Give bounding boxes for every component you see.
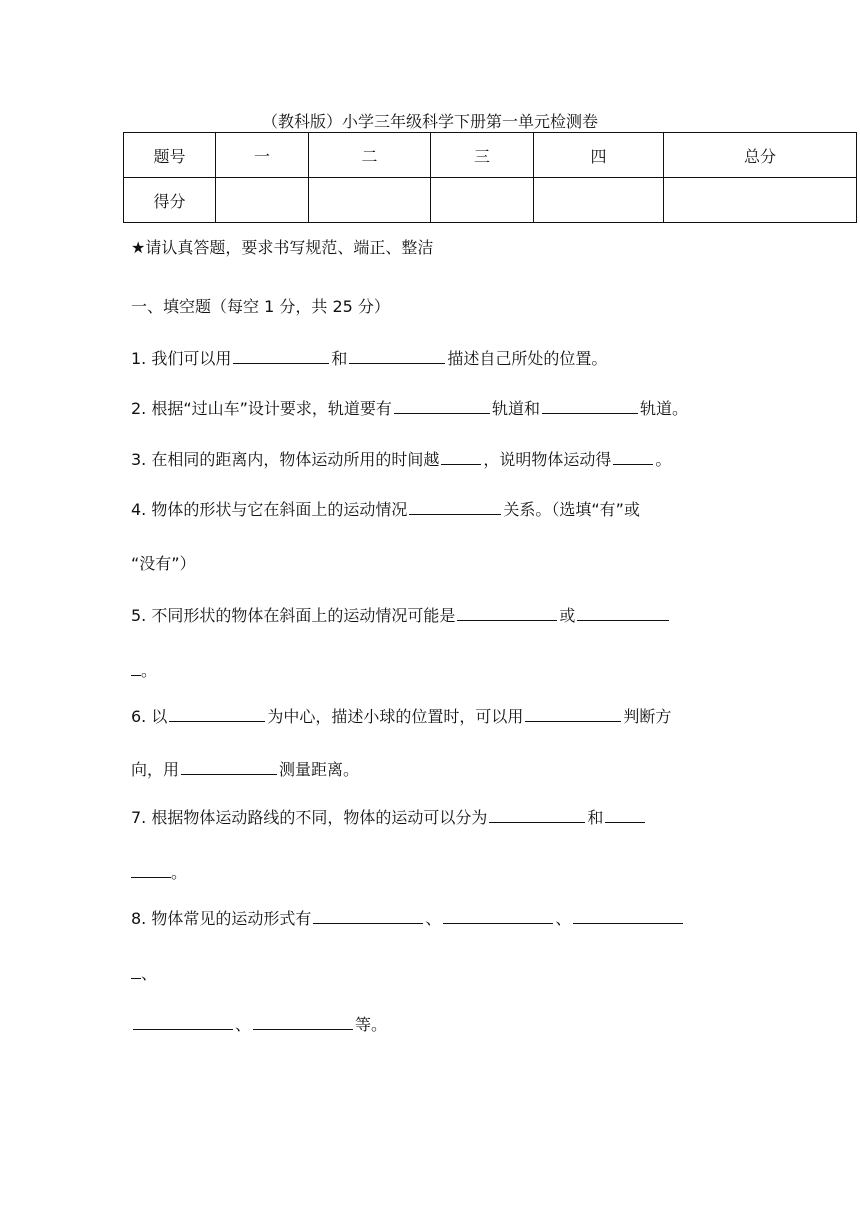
q7-text: 。 <box>171 863 188 882</box>
q2-text: 轨道。 <box>639 399 688 418</box>
q8-text: 8. 物体常见的运动形式有 <box>131 909 312 928</box>
notice: ★请认真答题，要求书写规范、端正、整洁 <box>131 238 434 257</box>
answer-blank[interactable] <box>613 448 653 465</box>
q8-separator: 、 <box>555 909 572 928</box>
q6-text: 判断方 <box>623 707 672 726</box>
answer-blank[interactable] <box>169 705 265 722</box>
q8-separator: 、 <box>235 1015 252 1034</box>
header-cell: 总分 <box>664 133 857 178</box>
question-4-cont: “没有”） <box>131 554 196 573</box>
question-8 <box>131 907 685 930</box>
header-cell: 二 <box>309 133 431 178</box>
q5-text: 5. 不同形状的物体在斜面上的运动情况可能是 <box>131 606 456 625</box>
answer-blank[interactable] <box>181 758 277 775</box>
answer-blank[interactable] <box>233 347 329 364</box>
q7-text: 7. 根据物体运动路线的不同，物体的运动可以分为 <box>131 808 488 827</box>
q5-text: 或 <box>559 606 576 625</box>
score-cell[interactable] <box>216 178 309 223</box>
answer-blank[interactable] <box>605 806 645 823</box>
answer-blank[interactable] <box>131 659 141 676</box>
question-3 <box>131 448 671 471</box>
header-cell: 题号 <box>124 133 216 178</box>
answer-blank[interactable] <box>394 397 490 414</box>
q3-text: 。 <box>655 450 672 469</box>
header-cell: 三 <box>431 133 534 178</box>
question-2 <box>131 397 688 420</box>
answer-blank[interactable] <box>443 907 553 924</box>
question-7-cont <box>131 861 187 884</box>
q2-text: 2. 根据“过山车”设计要求，轨道要有 <box>131 399 392 418</box>
question-8-cont2 <box>131 1013 387 1036</box>
answer-blank[interactable] <box>349 347 445 364</box>
answer-blank[interactable] <box>457 604 557 621</box>
q4-text: 4. 物体的形状与它在斜面上的运动情况 <box>131 500 408 519</box>
answer-blank[interactable] <box>313 907 423 924</box>
question-5-cont <box>131 659 157 682</box>
answer-blank[interactable] <box>489 806 585 823</box>
q6-text: 测量距离。 <box>279 760 360 779</box>
q6-text: 为中心，描述小球的位置时，可以用 <box>267 707 524 726</box>
answer-blank[interactable] <box>253 1013 353 1030</box>
q2-text: 轨道和 <box>491 399 540 418</box>
score-table-header-row <box>124 133 857 178</box>
q4-text: 关系。（选填“有”或 <box>503 500 640 519</box>
answer-blank[interactable] <box>131 962 141 979</box>
q8-end: 等。 <box>355 1015 388 1034</box>
score-cell[interactable] <box>309 178 431 223</box>
q7-text: 和 <box>587 808 604 827</box>
answer-blank[interactable] <box>131 861 171 878</box>
q1-text: 1. 我们可以用 <box>131 349 232 368</box>
score-cell[interactable] <box>664 178 857 223</box>
score-cell[interactable] <box>534 178 664 223</box>
question-8-cont <box>131 962 157 985</box>
score-cell[interactable] <box>431 178 534 223</box>
answer-blank[interactable] <box>441 448 481 465</box>
q6-text: 向，用 <box>131 760 180 779</box>
document-title: （教科版）小学三年级科学下册第一单元检测卷 <box>261 112 598 131</box>
answer-blank[interactable] <box>573 907 683 924</box>
q1-text: 和 <box>331 349 348 368</box>
score-table-score-row <box>124 178 857 223</box>
question-1 <box>131 347 607 370</box>
score-table <box>123 132 857 223</box>
answer-blank[interactable] <box>542 397 638 414</box>
answer-blank[interactable] <box>409 498 501 515</box>
answer-blank[interactable] <box>525 705 621 722</box>
q3-text: ，说明物体运动得 <box>483 450 612 469</box>
question-7 <box>131 806 647 829</box>
header-cell: 四 <box>534 133 664 178</box>
q8-separator: 、 <box>141 964 158 983</box>
header-cell: 一 <box>216 133 309 178</box>
q1-text: 描述自己所处的位置。 <box>447 349 608 368</box>
answer-blank[interactable] <box>577 604 669 621</box>
q5-text: 。 <box>141 661 158 680</box>
question-6-cont <box>131 758 359 781</box>
q6-text: 6. 以 <box>131 707 168 726</box>
q8-separator: 、 <box>425 909 442 928</box>
q3-text: 3. 在相同的距离内，物体运动所用的时间越 <box>131 450 440 469</box>
question-4 <box>131 498 640 521</box>
answer-blank[interactable] <box>133 1013 233 1030</box>
section1-heading: 一、填空题（每空 1 分，共 25 分） <box>131 297 390 316</box>
question-5 <box>131 604 671 627</box>
question-6 <box>131 705 671 728</box>
score-row-label: 得分 <box>124 178 216 223</box>
